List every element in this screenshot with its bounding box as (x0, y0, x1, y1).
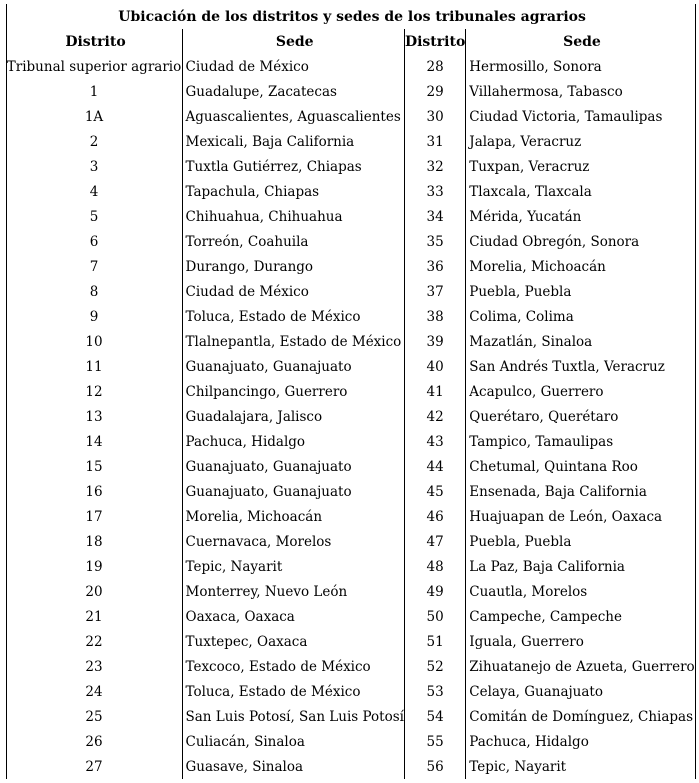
sede-cell: Torreón, Coahuila (182, 229, 404, 254)
district-cell: 51 (404, 629, 465, 654)
table-row (0, 129, 695, 154)
sede-cell: Querétaro, Querétaro (466, 404, 695, 429)
sede-cell: Hermosillo, Sonora (466, 54, 695, 79)
header-distrito-left: Distrito (6, 29, 182, 54)
district-cell: 42 (404, 404, 465, 429)
table-row (0, 154, 695, 179)
sede-cell: Morelia, Michoacán (466, 254, 695, 279)
district-cell: 43 (404, 429, 465, 454)
table-row (0, 654, 695, 679)
district-cell: 31 (404, 129, 465, 154)
sede-cell: Culiacán, Sinaloa (182, 729, 404, 754)
district-cell: 45 (404, 479, 465, 504)
district-cell: 47 (404, 529, 465, 554)
table-row (0, 604, 695, 629)
sede-cell: Mérida, Yucatán (466, 204, 695, 229)
sede-cell: Puebla, Puebla (466, 529, 695, 554)
table-row (0, 454, 695, 479)
district-cell: 6 (6, 229, 182, 254)
header-distrito-right: Distrito (404, 29, 465, 54)
sede-cell: Texcoco, Estado de México (182, 654, 404, 679)
sede-cell: Ciudad Obregón, Sonora (466, 229, 695, 254)
sede-cell: Ciudad de México (182, 279, 404, 304)
district-cell: 44 (404, 454, 465, 479)
sede-cell: Guadalupe, Zacatecas (182, 79, 404, 104)
table-row (0, 279, 695, 304)
sede-cell: Tepic, Nayarit (466, 754, 695, 779)
district-cell: 5 (6, 204, 182, 229)
district-cell: 52 (404, 654, 465, 679)
sede-cell: Chetumal, Quintana Roo (466, 454, 695, 479)
sede-cell: Chilpancingo, Guerrero (182, 379, 404, 404)
district-cell: 7 (6, 254, 182, 279)
table-row (0, 379, 695, 404)
table-row (0, 304, 695, 329)
district-cell: 53 (404, 679, 465, 704)
header-row (0, 29, 695, 54)
table-row (0, 79, 695, 104)
table-row (0, 529, 695, 554)
sede-cell: Villahermosa, Tabasco (466, 79, 695, 104)
district-cell: 46 (404, 504, 465, 529)
sede-cell: Tapachula, Chiapas (182, 179, 404, 204)
district-cell: Tribunal superior agrario (6, 54, 182, 79)
sede-cell: Toluca, Estado de México (182, 679, 404, 704)
sede-cell: Ciudad de México (182, 54, 404, 79)
district-cell: 3 (6, 154, 182, 179)
table-row (0, 54, 695, 79)
sede-cell: Guanajuato, Guanajuato (182, 354, 404, 379)
sede-cell: Mexicali, Baja California (182, 129, 404, 154)
district-cell: 35 (404, 229, 465, 254)
table-row (0, 429, 695, 454)
sede-cell: Tuxtepec, Oaxaca (182, 629, 404, 654)
district-cell: 23 (6, 654, 182, 679)
sede-cell: Aguascalientes, Aguascalientes (182, 104, 404, 129)
sede-cell: Pachuca, Hidalgo (466, 729, 695, 754)
district-cell: 9 (6, 304, 182, 329)
district-cell: 48 (404, 554, 465, 579)
district-cell: 32 (404, 154, 465, 179)
sede-cell: La Paz, Baja California (466, 554, 695, 579)
sede-cell: Iguala, Guerrero (466, 629, 695, 654)
district-cell: 19 (6, 554, 182, 579)
district-cell: 33 (404, 179, 465, 204)
table-row (0, 179, 695, 204)
district-cell: 10 (6, 329, 182, 354)
district-cell: 17 (6, 504, 182, 529)
sede-cell: Tuxpan, Veracruz (466, 154, 695, 179)
sede-cell: Chihuahua, Chihuahua (182, 204, 404, 229)
table-row (0, 679, 695, 704)
sede-cell: Guadalajara, Jalisco (182, 404, 404, 429)
district-cell: 11 (6, 354, 182, 379)
sede-cell: Pachuca, Hidalgo (182, 429, 404, 454)
district-cell: 39 (404, 329, 465, 354)
district-cell: 40 (404, 354, 465, 379)
districts-table (0, 4, 696, 779)
title-row (0, 4, 695, 29)
district-cell: 55 (404, 729, 465, 754)
district-cell: 30 (404, 104, 465, 129)
sede-cell: Cuautla, Morelos (466, 579, 695, 604)
sede-cell: Zihuatanejo de Azueta, Guerrero (466, 654, 695, 679)
sede-cell: Tuxtla Gutiérrez, Chiapas (182, 154, 404, 179)
table-row (0, 479, 695, 504)
table-row (0, 704, 695, 729)
sede-cell: Guasave, Sinaloa (182, 754, 404, 779)
district-cell: 16 (6, 479, 182, 504)
district-cell: 24 (6, 679, 182, 704)
district-cell: 8 (6, 279, 182, 304)
sede-cell: Morelia, Michoacán (182, 504, 404, 529)
table-row (0, 204, 695, 229)
district-cell: 34 (404, 204, 465, 229)
district-cell: 21 (6, 604, 182, 629)
district-cell: 41 (404, 379, 465, 404)
sede-cell: Tlaxcala, Tlaxcala (466, 179, 695, 204)
district-cell: 20 (6, 579, 182, 604)
sede-cell: Celaya, Guanajuato (466, 679, 695, 704)
district-cell: 50 (404, 604, 465, 629)
district-cell: 54 (404, 704, 465, 729)
district-cell: 36 (404, 254, 465, 279)
sede-cell: San Luis Potosí, San Luis Potosí (182, 704, 404, 729)
district-cell: 14 (6, 429, 182, 454)
district-cell: 38 (404, 304, 465, 329)
sede-cell: Guanajuato, Guanajuato (182, 479, 404, 504)
sede-cell: Guanajuato, Guanajuato (182, 454, 404, 479)
districts-table-wrapper (0, 4, 696, 779)
sede-cell: Cuernavaca, Morelos (182, 529, 404, 554)
sede-cell: Mazatlán, Sinaloa (466, 329, 695, 354)
district-cell: 2 (6, 129, 182, 154)
district-cell: 15 (6, 454, 182, 479)
district-cell: 29 (404, 79, 465, 104)
table-row (0, 754, 695, 779)
sede-cell: Toluca, Estado de México (182, 304, 404, 329)
district-cell: 12 (6, 379, 182, 404)
header-sede-left: Sede (182, 29, 404, 54)
district-cell: 13 (6, 404, 182, 429)
sede-cell: San Andrés Tuxtla, Veracruz (466, 354, 695, 379)
district-cell: 22 (6, 629, 182, 654)
sede-cell: Tepic, Nayarit (182, 554, 404, 579)
sede-cell: Comitán de Domínguez, Chiapas (466, 704, 695, 729)
sede-cell: Jalapa, Veracruz (466, 129, 695, 154)
district-cell: 56 (404, 754, 465, 779)
sede-cell: Oaxaca, Oaxaca (182, 604, 404, 629)
table-row (0, 579, 695, 604)
sede-cell: Campeche, Campeche (466, 604, 695, 629)
sede-cell: Ciudad Victoria, Tamaulipas (466, 104, 695, 129)
sede-cell: Ensenada, Baja California (466, 479, 695, 504)
sede-cell: Monterrey, Nuevo León (182, 579, 404, 604)
table-title: Ubicación de los distritos y sedes de los tribunales agrarios (6, 4, 695, 29)
table-row (0, 729, 695, 754)
sede-cell: Colima, Colima (466, 304, 695, 329)
district-cell: 49 (404, 579, 465, 604)
table-row (0, 329, 695, 354)
district-cell: 27 (6, 754, 182, 779)
district-cell: 1 (6, 79, 182, 104)
table-row (0, 554, 695, 579)
sede-cell: Huajuapan de León, Oaxaca (466, 504, 695, 529)
table-row (0, 229, 695, 254)
sede-cell: Acapulco, Guerrero (466, 379, 695, 404)
district-cell: 25 (6, 704, 182, 729)
table-row (0, 404, 695, 429)
table-row (0, 629, 695, 654)
sede-cell: Durango, Durango (182, 254, 404, 279)
sede-cell: Tlalnepantla, Estado de México (182, 329, 404, 354)
table-row (0, 354, 695, 379)
table-row (0, 504, 695, 529)
district-cell: 1A (6, 104, 182, 129)
sede-cell: Tampico, Tamaulipas (466, 429, 695, 454)
district-cell: 37 (404, 279, 465, 304)
table-row (0, 104, 695, 129)
sede-cell: Puebla, Puebla (466, 279, 695, 304)
district-cell: 28 (404, 54, 465, 79)
table-row (0, 254, 695, 279)
header-sede-right: Sede (466, 29, 695, 54)
district-cell: 4 (6, 179, 182, 204)
district-cell: 18 (6, 529, 182, 554)
district-cell: 26 (6, 729, 182, 754)
